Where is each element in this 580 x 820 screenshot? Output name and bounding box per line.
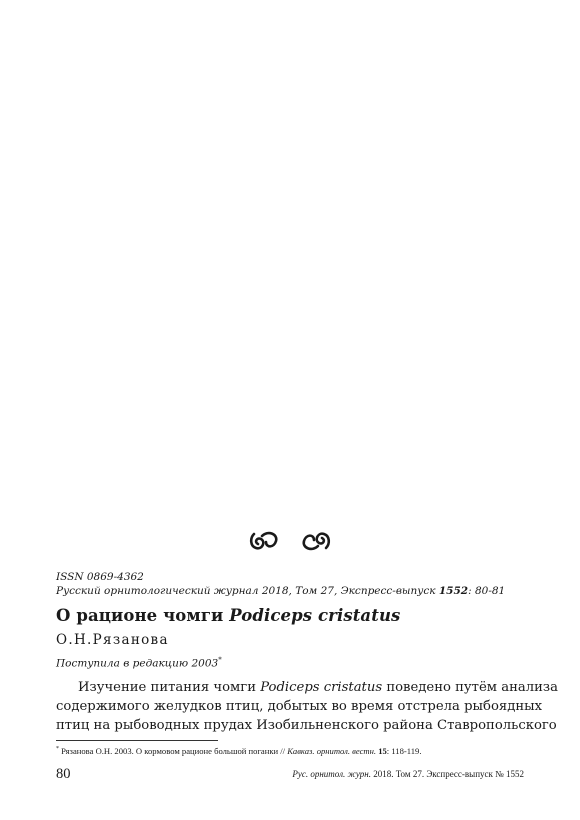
received-footnote-mark: *	[218, 656, 222, 664]
running-head	[292, 769, 524, 779]
body-line-3: птиц на рыбоводных прудах Изобильненского района Ставропольского	[56, 718, 557, 733]
body-line-1	[78, 680, 558, 695]
body-species: Podiceps cristatus	[260, 680, 383, 695]
issn-line: ISSN 0869-4362	[56, 571, 144, 583]
footnote-pages: : 118-119.	[386, 746, 422, 756]
footnote-volume: 15	[378, 746, 387, 756]
issue-number: 1552	[438, 585, 469, 597]
running-head-journal: Рус. орнитол. журн.	[292, 769, 371, 779]
article-title	[56, 606, 400, 625]
ornament-fleuron	[0, 528, 580, 558]
title-species: Podiceps cristatus	[229, 606, 401, 625]
body-line-2: содержимого желудков птиц, добытых во время отстрела рыбоядных	[56, 699, 543, 714]
received-text: Поступила в редакцию 2003	[56, 657, 219, 670]
footnote	[56, 746, 422, 756]
body-text: поведено путём анализа	[382, 680, 558, 695]
page-number: 80	[56, 766, 71, 782]
footnote-divider	[56, 740, 218, 741]
journal-citation	[56, 585, 505, 597]
journal-pages: : 80-81	[468, 585, 506, 597]
body-text: Изучение питания чомги	[78, 680, 261, 695]
author-name: О.Н.Рязанова	[56, 632, 169, 648]
fleuron-icon	[248, 528, 332, 554]
footnote-mark: *	[56, 746, 59, 753]
footnote-journal: Кавказ. орнитол. вестн.	[287, 746, 377, 756]
footnote-text: Рязанова О.Н. 2003. О кормовом рационе большой поганки //	[59, 746, 288, 756]
received-date	[56, 656, 222, 670]
title-text: О рационе чомги	[56, 606, 230, 625]
journal-name: Русский орнитологический журнал 2018, Том 27, Экспресс-выпуск	[56, 585, 439, 597]
running-head-rest: 2018. Том 27. Экспресс-выпуск № 1552	[370, 769, 524, 779]
